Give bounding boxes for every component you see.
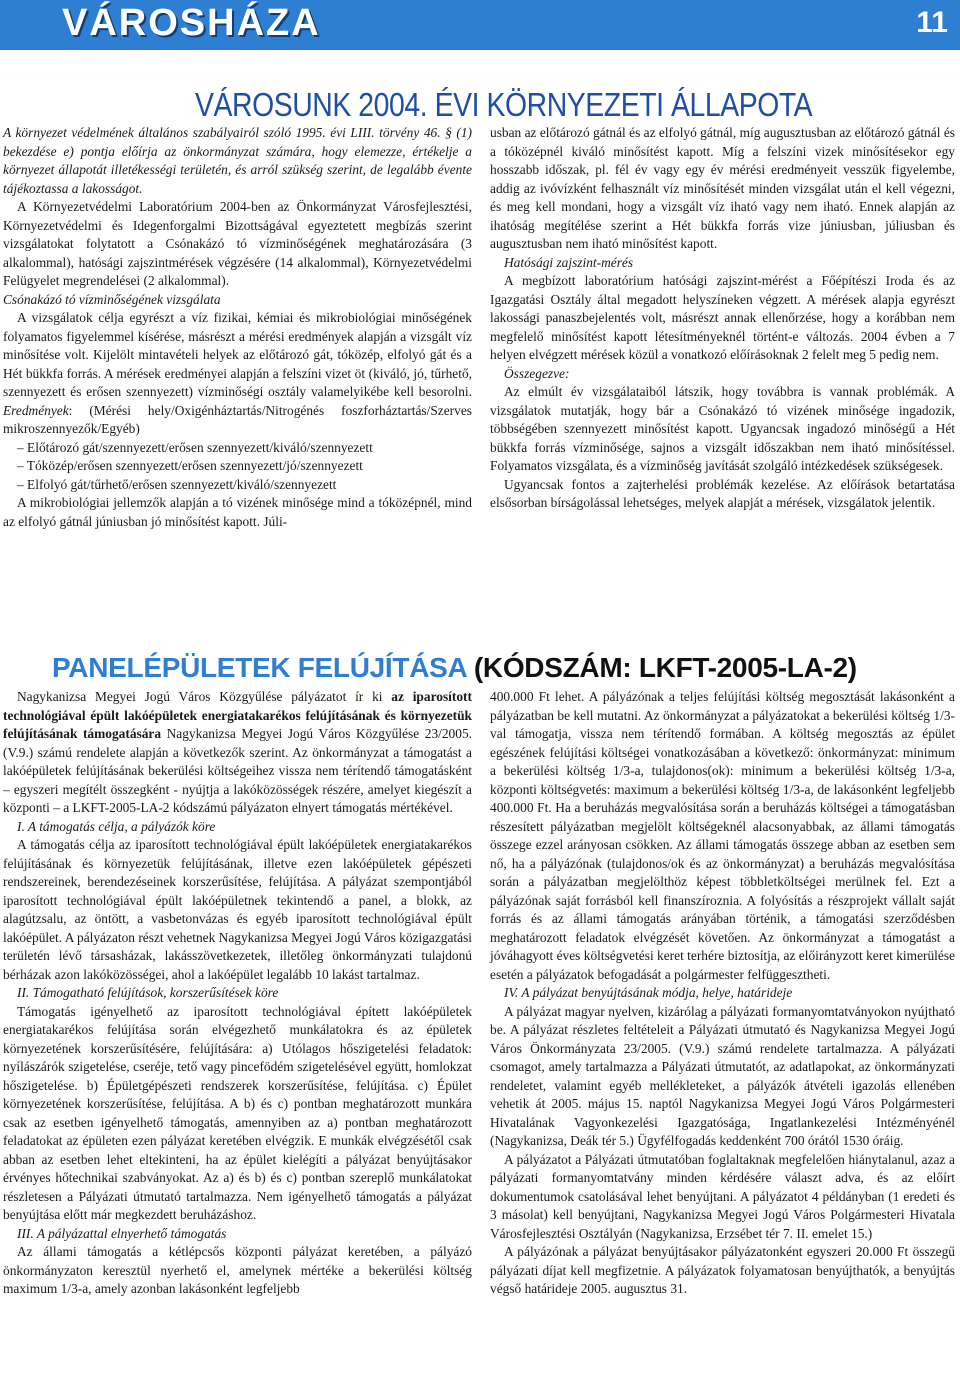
result-list-item: – Elfolyó gát/tűrhető/erősen szennyezett/kiváló/szennyezett bbox=[17, 476, 337, 492]
subheading-section-4: IV. A pályázat benyújtásának módja, helye, határideje bbox=[504, 985, 793, 1000]
paragraph-text: A vizsgálatok célja egyrészt a víz fizikai, kémiai és mikrobiológiai minőségének folyamatos figyelemmel kísérése, másrészt a mérési eredmények alapján a vizsgált víz minősítése volt. Kijelölt mintavételi helyek az előtározó gát, tóközép, elfolyó gát és a Hét bükkfa forrás. A mérések eredményei alapján a felszíni vizet öt (kiváló, jó, tűrhető, szennyezett és erősen szennyezett) vízminőségi osztály valamelyikébe kell besorolni. bbox=[3, 310, 472, 399]
subheading-noise-measurement: Hatósági zajszint-mérés bbox=[504, 254, 634, 270]
results-label: Eredmények bbox=[3, 402, 69, 418]
subheading-section-3: III. A pályázattal elnyerhető támogatás bbox=[17, 1225, 227, 1241]
article1-paragraph: usban az előtározó gátnál és az elfolyó gátnál, míg augusztusban az előtározó gátnál és a tóközépnél kiváló minősítést kapott. Míg a felszíni vizek minősítésekor egy hosszabb időszak, pl. fél év vagy egy év mérési eredményeit vesszük figyelembe, addig az ivóvízként felhasznált víz minősítését minden vizsgálat után el kell végezni, és meg kell mondani, hogy a vizsgált víz iható vagy nem iható. Ennek alapján az ihatóság megítélése szerint a Hét bükkfa forrás vize júniusban, júliusban és augusztusban nem iható minősítést kapott. bbox=[490, 125, 955, 251]
article1-intro: A környezet védelmének általános szabályairól szóló 1995. évi LIII. törvény 46. § (1) bekezdése e) pontja előírja az önkormányzat számára, hogy elemezze, értékelje a környezet állapotát illetékességi területén, és arról szükség szerint, de legalább évente tájékoztassa a lakosságot. bbox=[3, 125, 472, 196]
title-main: PANELÉPÜLETEK FELÚJÍTÁSA bbox=[52, 652, 467, 683]
article2-paragraph: Az állami támogatás a kétlépcsős központi pályázat keretében, a pályázó önkormányzaton keresztül nyerhető el, amelynek mértéke a bekerülési költség maximum 1/3-a, amely azonban lakásonként legfeljebb bbox=[3, 1244, 472, 1296]
title-code: (KÓDSZÁM: LKFT-2005-LA-2) bbox=[466, 652, 857, 683]
article-title-panel-buildings bbox=[52, 652, 952, 684]
article1-paragraph: Ugyancsak fontos a zajterhelési problémák kezelése. Az előírások betartatása elsősorban bírságolással lehetséges, melyek alapját a mérések, vizsgálatok jelentik. bbox=[490, 476, 955, 510]
article2-left-column bbox=[3, 688, 472, 1299]
paragraph-text: : (Mérési hely/Oxigénháztartás/Nitrogénés foszforháztartás/Szerves mikroszennyezők/Egyéb) bbox=[3, 402, 472, 436]
article1-paragraph: A megbízott laboratórium hatósági zajszint-mérést a Főépítészi Iroda és az Igazgatási Osztály által megadott helyszíneken végzett. A mérések alapja egyrészt lakossági panaszbejelentés volt, másrészt annak ellenőrzése, hogy a korábban nem megfelelő minősítést kapott létesítményeknél történt-e változás. 2004 évben a 7 helyen elvégzett mérések közül a vonatkozó előírásoknak 2 felelt meg 5 pedig nem. bbox=[490, 273, 955, 362]
article1-left-column bbox=[3, 124, 472, 531]
article2-paragraph: A pályázónak a pályázat benyújtásakor pályázatonként egyszeri 20.000 Ft összegű pályázati díjat kell megfizetnie. A pályázatok folyamatosan benyújthatók, a benyújtás végső határideje 2005. augusztus 31. bbox=[490, 1244, 955, 1296]
masthead-banner bbox=[0, 0, 960, 50]
paragraph-text: Nagykanizsa Megyei Jogú Város Közgyűlése 23/2005. (V.9.) számú rendelete alapján a következők szerint. Az önkormányzat a támogatást a lakóépületek felújításának bekerülési költségeihez vissza nem térítendő támogatásként – egyszeri megítélt összegként - nyújtja a lakóközösségek részére, amelyet kiegészít a központi – a LKFT-2005-LA-2 kódszámú pályázaton elnyert támogatás mértékével. bbox=[3, 726, 472, 815]
article2-paragraph bbox=[3, 688, 472, 818]
article2-right-column bbox=[490, 688, 955, 1299]
section-title: VÁROSHÁZA bbox=[62, 2, 321, 44]
article1-paragraph: Az elmúlt év vizsgálataiból látszik, hogy továbbra is vannak problémák. A vizsgálatok mutatják, hogy bár a Csónakázó tó vizének minősége ingadozik, többségében szennyezett minősítést kapott. Ugyancsak ingadozó minőségű a Hét bükkfa forrás vízminősége, sajnos a vizsgált időszakban nem iható minősítéssel. Folyamatos vizsgálata, és a vízminőség javítását szolgáló intézkedések szükségesek. bbox=[490, 384, 955, 473]
article2-paragraph: A támogatás célja az iparosított technológiával épült lakóépületek energiatakarékos felújításának és környezetük felújításának, illetve ezen lakóépületek gépészeti rendszereinek, berendezéseinek korszerűsítése, felújítása. A pályázat szempontjából iparosított technológiával épült lakóépületnek tekintendő a panel, a blokk, az alagútzsalu, az öntött, a vasbetonvázas és egyéb iparosított technológiával épült lakóépület. A pályázaton részt vehetnek Nagykanizsa Megyei Jogú Város közigazgatási területén lévő társasházak, lakásszövetkezetek, illetőleg önkormányzati tulajdonú bérházak azon lakóközösségei, ahol a lakóépület legalább 10 lakást tartalmaz. bbox=[3, 837, 473, 982]
article1-paragraph bbox=[3, 309, 472, 439]
article2-paragraph: 400.000 Ft lehet. A pályázónak a teljes felújítási költség megosztását lakásonként a pályázatban be kell mutatni. Az önkormányzat a pályázatokat a bekerülési költség 1/3-val támogatja, vissza nem térítendő formában. A költség megosztás az épület egészének felújítási költségei vonatkozásában a következő: önkormányzat: minimum a bekerülési költség 1/3-a, tulajdonos(ok): minimum a bekerülési költség 1/3-a, központi költségvetés: maximum a bekerülési költség 1/3-a, de lakásonként legfeljebb 400.000 Ft. Ha a beruházás megvalósítása során a beruházás költségei a támogatásban részesített pályázatban megjelölt költségeknél alacsonyabbak, az állami támogatás összege ezzel arányosan csökken. Az állami támogatás összege abban az esetben sem nő, ha a pályázónak (tulajdonos/ok és az önkormányzat) a beruházás megvalósítása során a pályázatban megjelölthöz képest többletköltségei merülnek fel. Ezt a pályázónak saját forrásból kell finanszíroznia. A folyósítás a részprojekt vállalt saját forrás és az állami támogatás arányában történik, a támogatási szerződésben meghatározott feladatok elvégzését követően. Az önkormányzat a támogatást a jóváhagyott éves költségvetési keret terhére biztosítja, az előirányzott keret kimerülése esetén a pályázatok befogadását a polgármester felfüggesztheti. bbox=[490, 689, 955, 982]
page-number: 11 bbox=[916, 6, 948, 39]
paragraph-bold-text: az iparosított technológiával épült lakóépületek energiatakarékos felújításának és környezetük felújításának támogatására bbox=[3, 689, 472, 741]
article2-paragraph: Támogatás igényelhető az iparosított technológiával épített lakóépületek energiatakarékos felújítása során elvégezhető munkálatokra és az épületek környezetének korszerűsítésére, felújítására: a) Utólagos hőszigetelési feladatok: nyílászárók szigetelése, cseréje, tető vagy pincefödém szigetelésével együtt, homlokzat hőszigetelése. b) Épületgépészeti rendszerek korszerűsítése, felújítása. c) Épület környezetének korszerűsítése, felújítása. A b) és c) pontban meghatározott munkára csak az esetben igényelhető támogatás, amennyiben az a) pontban meghatározott feladatokat az épületen ezen pályázat keretében elvégzik. E munkák elvégzésétől csak abban az esetben lehet eltekinteni, ha az épület kielégíti a pályázat benyújtásakor érvényes hőtechnikai szabványokat. Az a) és b) és c) pontban szereplő munkálatokat részletesen a Pályázati útmutató tartalmazza. Nem igényelhető támogatás a pályázat benyújtása előtt már megkezdett beruházáshoz. bbox=[3, 1003, 472, 1222]
article-title-environment: VÁROSUNK 2004. ÉVI KÖRNYEZETI ÁLLAPOTA bbox=[195, 86, 813, 123]
result-list-item: – Előtározó gát/szennyezett/erősen szennyezett/kiváló/szennyezett bbox=[17, 439, 373, 455]
article1-right-column bbox=[490, 124, 955, 513]
article1-paragraph: A Környezetvédelmi Laboratórium 2004-ben az Önkormányzat Városfejlesztési, Környezetvédelmi és Idegenforgalmi Bizottságával egyeztetett megbízás szerint vizsgálatokat folytatott a Csónakázó tó vízminőségének meghatározására (3 alkalommal), hatósági zajszintmérések végzésére (14 alkalommal), Környezetvédelmi Felügyelet megrendelései (2 alkalommal). bbox=[3, 199, 472, 288]
subheading-section-1: I. A támogatás célja, a pályázók köre bbox=[17, 818, 216, 834]
article2-paragraph: A pályázatot a Pályázati útmutatóban foglaltaknak megfelelően hiánytalanul, azaz a pályázati formanyomtatvány minden kérdésére választ adva, és az előírt dokumentumok csatolásával lehet benyújtani. A pályázatot 4 példányban (1 eredeti és 3 másolat) kell benyújtani, Nagykanizsa Megyei Jogú Város Polgármesteri Hivatala Városfejlesztési Osztályán (Nagykanizsa, Erzsébet tér 7. II. emelet 15.) bbox=[490, 1151, 955, 1241]
subheading-section-2: II. Támogatható felújítások, korszerűsítések köre bbox=[17, 985, 279, 1000]
paragraph-text: Nagykanizsa Megyei Jogú Város Közgyűlése pályázatot ír ki bbox=[17, 689, 392, 704]
subheading-lake-water: Csónakázó tó vízminőségének vizsgálata bbox=[3, 291, 221, 307]
result-list-item: – Tóközép/erősen szennyezett/erősen szennyezett/jó/szennyezett bbox=[17, 458, 363, 473]
subheading-summary: Összegezve: bbox=[504, 365, 570, 381]
article2-paragraph: A pályázat magyar nyelven, kizárólag a pályázati formanyomtatványokon nyújtható be. A pályázat részletes feltételeit a Pályázati útmutató és Nagykanizsa Megyei Jogú Város Önkormányzata 23/2005. (V.9.) számú rendelete tartalmazza. A pályázati csomagot, amely tartalmazza a Pályázati útmutatót, az adatlapokat, az önkormányzati rendeletet, valamint egyéb mellékleteket, a pályázók átvételi igazolás ellenében vehetik át 2005. május 15. naptól Nagykanizsa Megyei Jogú Város Polgármesteri Hivatalának Vagyonkezelési Igazgatósága, Ingatlankezelési Intézményénél (Nagykanizsa, Deák tér 5.) Ügyfélfogadás keddenként 700 órától 1530 óráig. bbox=[490, 1003, 955, 1148]
article1-paragraph: A mikrobiológiai jellemzők alapján a tó vizének minősége mind a tóközépnél, mind az elfolyó gátnál júniusban jó minősítést kapott. Júli- bbox=[3, 495, 472, 529]
